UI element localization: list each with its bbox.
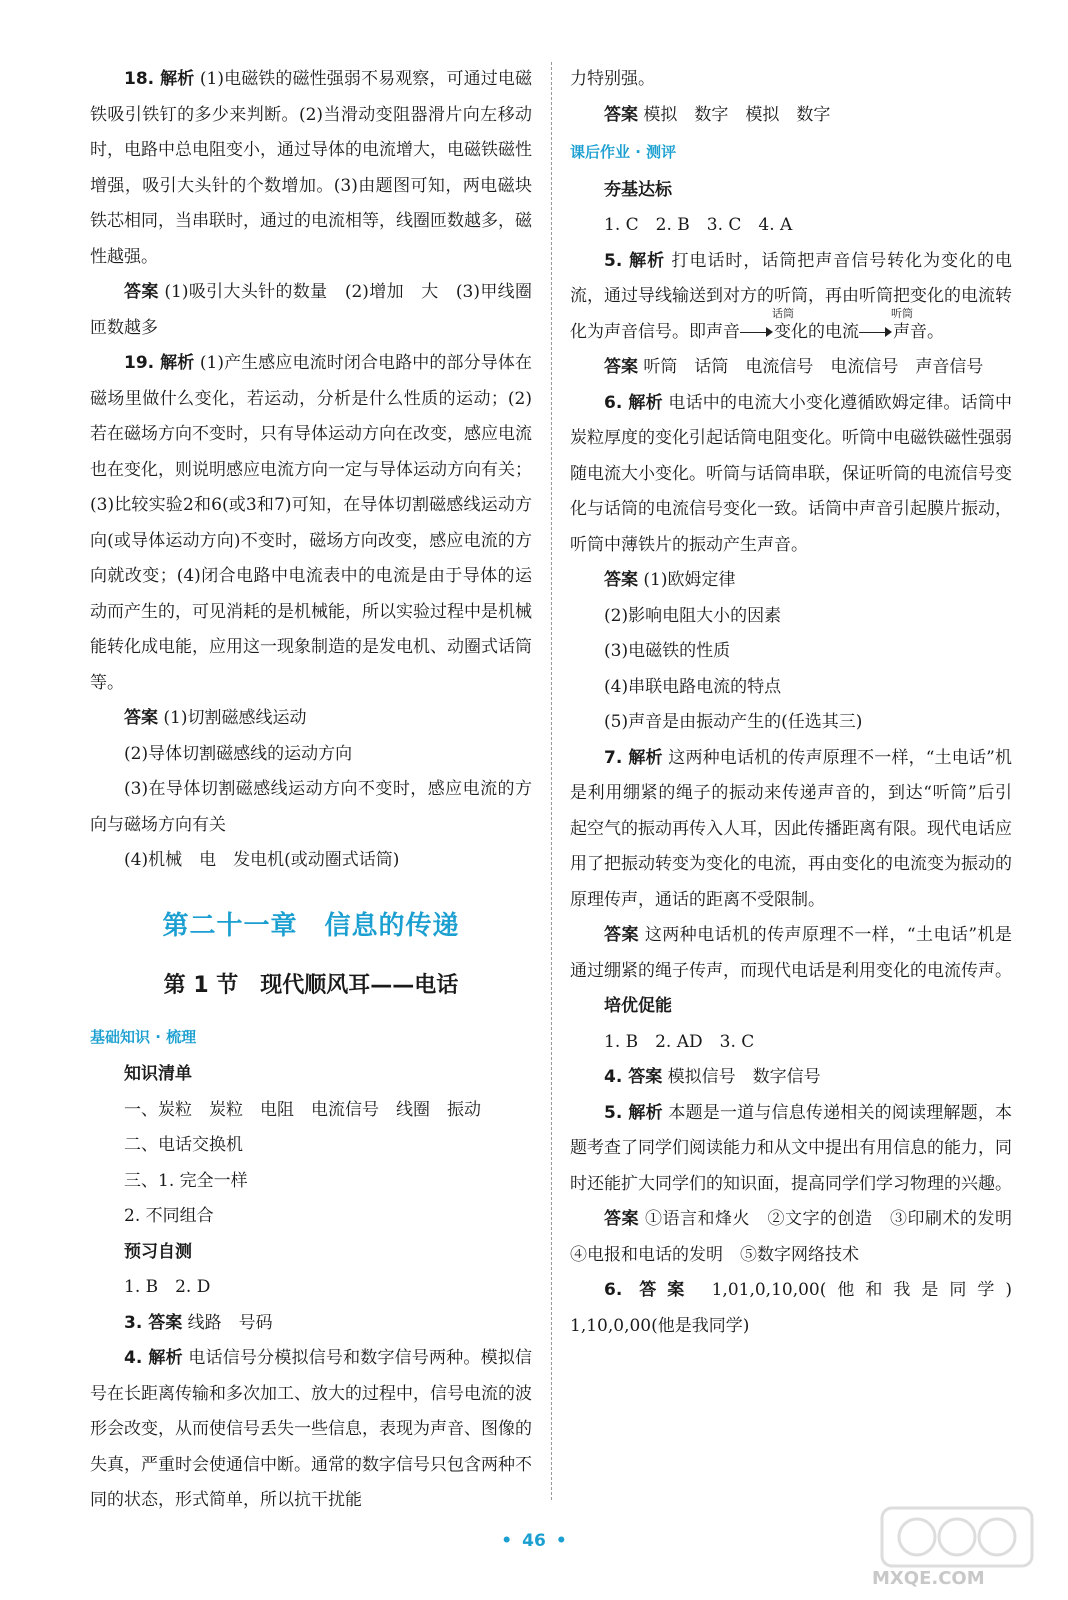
chapter-title: 第二十一章 信息的传递 [162,910,460,941]
preview-analysis-4-cont: 力特别强。 [570,69,655,89]
homework-analysis-6: 6. 解析 电话中的电流大小变化遵循欧姆定律。话筒中炭粒厚度的变化引起话筒电阻变化。听筒中电磁铁磁性强弱随电流大小变化。听筒与话筒串联，保证听筒的电流信号变化与话筒的电流信号变化一致。话筒中声音引起膜片振动，听筒中薄铁片的振动产生声音。 [570,392,1013,555]
improve-answers-1-3: 1. B 2. AD 3. C [604,1031,755,1052]
preview-answer-4: 答案 模拟 数字 模拟 数字 [604,104,831,125]
improve-answer-4: 4. 答案 模拟信号 数字信号 [604,1067,821,1087]
q18-analysis: 18. 解析 (1)电磁铁的磁性强弱不易观察，可通过电磁铁吸引铁钉的多少来判断。(2)当滑动变阻器滑片向左移动时，电路中总电阻变小，通过导体的电流增大，电磁铁磁性增强，吸引大头针的个数增加。(3)由题图可知，两电磁块铁芯相同，当串联时，通过的电流相等，线圈匝数越多，磁性越强。 [90,69,532,267]
q19-answer-3: (3)在导体切割磁感线运动方向不变时，感应电流的方向与磁场方向有关 [90,779,532,835]
q19-analysis: 19. 解析 (1)产生感应电流时闭合电路中的部分导体在磁场里做什么变化，若运动，分析是什么性质的运动；(2)若在磁场方向不变时，只有导体运动方向在改变，感应电流也在变化，则说明感应电流方向一定与导体运动方向有关；(3)比较实验2和6(或3和7)可知，在导体切割磁感线运动方向(或导体运动方向)不变时，磁场方向改变，感应电流的方向就改变；(4)闭合电路中电流表中的电流是由于导体的运动而产生的，可见消耗的是机械能，所以实验过程中是机械能转化成电能，应用这一现象制造的是发电机、动圈式话筒等。 [90,353,532,693]
homework-answer-7: 答案 这两种电话机的传声原理不一样，“土电话”机是通过绷紧的绳子传声，而现代电话是利用变化的电流传声。 [570,925,1012,981]
column-divider [551,62,552,1500]
knowledge-item-1: 一、炭粒 炭粒 电阻 电流信号 线圈 振动 [124,1099,481,1120]
improve-analysis-5: 5. 解析 本题是一道与信息传递相关的阅读理解题，本题考查了同学们阅读能力和从文中提出有用信息的能力，同时还能扩大同学们的知识面，提高同学们学习物理的兴趣。 [570,1102,1013,1194]
homework-answer-5: 答案 听筒 话筒 电流信号 电流信号 声音信号 [604,357,984,377]
foundation-title: 夯基达标 [604,179,672,200]
right-column [570,62,1030,1344]
basics-header: 基础知识 · 梳理 [90,1027,197,1046]
knowledge-item-4: 2. 不同组合 [124,1206,214,1226]
homework-answer-6-2: (2)影响电阻大小的因素 [604,605,782,626]
improve-answer-5: 答案 ①语言和烽火 ②文字的创造 ③印刷术的发明 ④电报和电话的发明 ⑤数字网络技术 [570,1209,1030,1265]
watermark-text: MXQE.COM [872,1568,985,1589]
homework-answer-6-4: (4)串联电路电流的特点 [604,676,782,697]
preview-analysis-4: 4. 解析 电话信号分模拟信号和数字信号两种。模拟信号在长距离传输和多次加工、放大的过程中，信号电流的波形会改变，从而使信号丢失一些信息，表现为声音、图像的失真，严重时会使通信中断。通常的数字信号只包含两种不同的状态，形式简单，所以抗干扰能 [90,1348,533,1510]
preview-title: 预习自测 [124,1241,192,1262]
homework-analysis-5: 5. 解析 打电话时，话筒把声音信号转化为变化的电流，通过导线输送到对方的听筒，再由听筒把变化的电流转化为声音信号。即声音 话筒 变化的电流 听筒 声音。 [570,250,1013,342]
arrow-icon: 听筒 [859,322,893,342]
improve-answer-6: 6. 答案 1,01,0,10,00(他和我是同学) 1,10,0,00(他是我同学) [570,1280,1029,1336]
preview-answer-3: 3. 答案 线路 号码 [124,1312,273,1333]
left-column [90,62,532,1519]
q19-answer-2: (2)导体切割磁感线的运动方向 [124,743,353,764]
homework-answer-6-5: (5)声音是由振动产生的(任选其三) [604,712,863,732]
q19-answer-4: (4)机械 电 发电机(或动圈式话筒) [124,850,400,870]
improve-title: 培优促能 [604,996,672,1016]
knowledge-item-2: 二、电话交换机 [124,1135,243,1155]
page-number: • 46 • [501,1531,567,1551]
homework-answer-6-3: (3)电磁铁的性质 [604,641,731,661]
homework-header: 课后作业 · 测评 [570,143,677,161]
section-title: 第 1 节 现代顺风耳——电话 [163,973,459,998]
preview-answers-1-2: 1. B 2. D [124,1277,211,1297]
homework-analysis-7: 7. 解析 这两种电话机的传声原理不一样，“土电话”机是利用绷紧的绳子的振动来传递声音的，到达“听筒”后引起空气的振动再传入人耳，因此传播距离有限。现代电话应用了把振动转变为变化的电流，再由变化的电流变为振动的原理传声，通话的距离不受限制。 [570,747,1012,910]
arrow-icon: 话筒 [740,322,774,342]
q19-answer: 答案 (1)切割磁感线运动 [124,708,307,728]
q18-answer: 答案 (1)吸引大头针的数量 (2)增加 大 (3)甲线圈匝数越多 [90,282,533,338]
homework-answers-1-4: 1. C 2. B 3. C 4. A [604,215,793,235]
homework-answer-6: 答案 (1)欧姆定律 [604,570,736,590]
knowledge-list-title: 知识清单 [124,1064,192,1084]
knowledge-item-3: 三、1. 完全一样 [124,1170,248,1191]
